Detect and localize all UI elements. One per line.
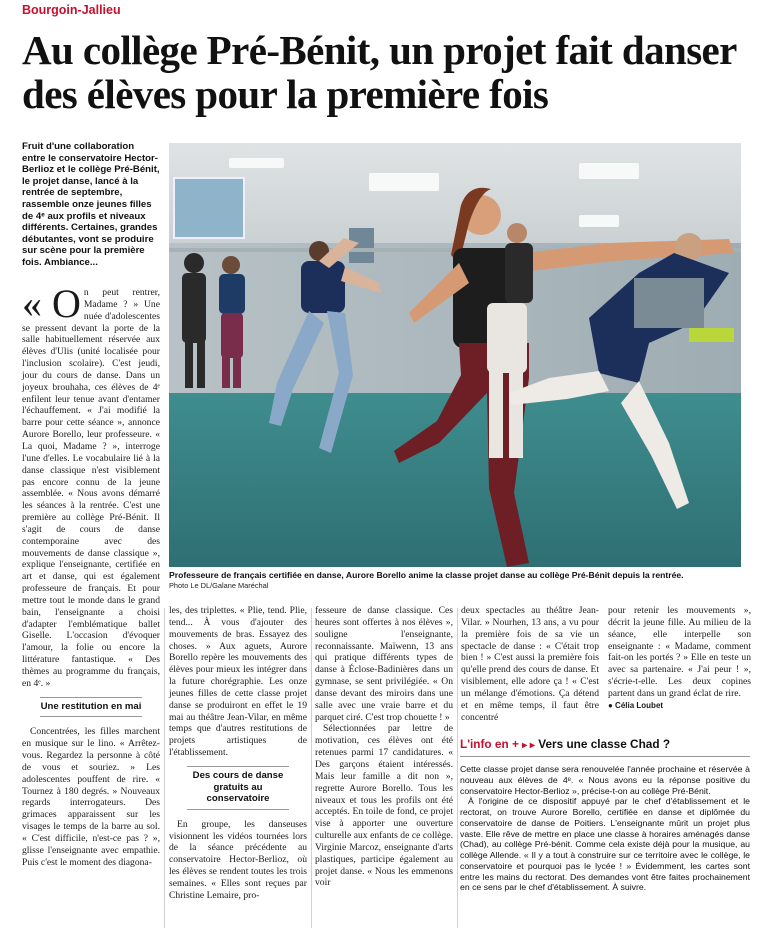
column-rule <box>311 608 312 928</box>
info-paragraph-2: À l'origine de ce dispositif appuyé par le chef d'établissement et le rectorat, on trouve Aurore Borello, certifiée en danse et diplômée du conservatoire de danse de Poitiers. L'enseignante mûrit un projet plus vaste. Elle rêve de mettre en place une classe à horaires aménagés danse (Chad), au collège Pré-bénit. Comme cela existe déjà pour la musique, au collège Allende. « Il y a tout à construire sur ce territoire avec le collège, le conservatoire et pourquoi pas le lycée ! » Évidemment, les cartes sont entre les mains du rectorat. Des demandes vont être faites prochainement en ce sens par le chef d'établissement. À suivre. <box>460 796 750 893</box>
section-kicker: Bourgoin-Jallieu <box>22 3 121 17</box>
column-5 <box>608 605 751 711</box>
col2-paragraph-1: les, des triplettes. « Plie, tend. Plie, tend... À vous d'ajouter des mouvements de bras. Essayez des choses. » Aux aguets, Aurore Borello repère les mouvements des élèves pour mieux les intégrer dans la future chorégraphie. Les onze jeunes filles de cette classe projet danse se produiront en effet le 19 mai au théâtre Jean-Vilar, en même temps que d'autres restitutions de projets artistiques de l'établissement. <box>169 605 307 759</box>
column-rule <box>164 608 165 928</box>
info-paragraph-1: Cette classe projet danse sera renouvelée l'année prochaine et réservée à nouveau aux élèves de 4ᵉ. « Nous avons eu la réponse positive du conservatoire Hector-Berlioz », précise-t-on au collège Pré-Bénit. <box>460 764 750 796</box>
column-rule <box>457 608 458 928</box>
col3-paragraph-1: fesseure de danse classique. Ces heures sont offertes à nos élèves », souligne l'enseignante, reconnaissante. Maïwenn, 13 ans qui pratique différents types de danse à Éclose-Badinières dans un gymnase, se sent privilégiée. « On danse devant des miroirs dans une salle avec une vraie barre et du parquet ciré. C'est trop chouette ! » <box>315 605 453 723</box>
column-4 <box>461 605 599 723</box>
col1-paragraph-1: « O n peut rentrer, Madame ? » Une nuée d'adolescentes se pressent devant la porte de la salle habituellement réservée aux élèves d'Ulis (unité localisée pour l'inclusion scolaire). C'est jeudi, jour du cours de danse. Dans un joyeux brouhaha, ces élèves de 4ᵉ enfilent leur tenue avant d'entamer l'échauffement. « J'ai modifié la barre pour cette séance », annonce Aurore Borello, leur professeure. « La quoi, Madame ? », interroge l'une d'elles. Le vocabulaire lié à la danse classique n'est visiblement pas encore connu de la jeune assemblée. « Nous avons démarré les séances à la rentrée. C'est une première au collège Pré-Bénit. Il s'agit de cours de danse contemporaine avec des mouvements de danse classique », explique l'enseignante, certifiée en art et danse, qui est également professeure de français. Et pour mettre tout le monde dans le grand bain, l'enseignante a choisi d'adapter l'emblématique ballet Giselle. L'occasion d'évoquer l'amour, la folie ou encore la littérature fantastique. « Des thèmes au programme du français, en 4ᵉ. » <box>22 281 160 689</box>
info-title: Vers une classe Chad ? <box>538 737 671 751</box>
author-signature: ● Célia Loubet <box>608 700 664 710</box>
column-2 <box>169 605 307 902</box>
col3-paragraph-2: Sélectionnées par lettre de motivation, ces élèves ont été retenues parmi 17 candidatures. « Des garçons étaient intéressés. Mais leur famille a dit non », regrette Aurore Borello. Tous les niveaux et tous les profils ont été acceptés. En toile de fond, ce projet vise à apporter une ouverture culturelle aux enfants de ce collège. Virginie Marcoz, enseignante d'arts plastiques, participe également au projet danse. « Nous les emmenons voir <box>315 723 453 889</box>
photo-credit: Photo Le DL/Galane Maréchal <box>169 580 269 590</box>
info-box <box>460 736 750 893</box>
info-box-heading <box>460 736 750 757</box>
column-1 <box>22 281 160 868</box>
arrow-icon: ▸ ▸ <box>522 740 535 751</box>
subheading-restitution: Une restitution en mai <box>40 697 142 718</box>
col5-paragraph-1: pour retenir les mouvements », décrit la jeune fille. Au milieu de la séance, elle interpelle son enseignante : « Madame, comment fait-on les portés ? » Elle en teste un avec sa partenaire. « J'ai peur ! », s'écrie-t-elle. Les deux copines partent dans un grand éclat de rire. <box>608 605 751 699</box>
caption-text: Professeure de français certifiée en danse, Aurore Borello anime la classe projet danse au collège Pré-Bénit depuis la rentrée. <box>169 570 684 580</box>
info-tag: L'info en + <box>460 737 519 751</box>
col1-paragraph-2: Concentrées, les filles marchent en musique sur le lino. « Arrêtez-vous. Regardez la personne à côté de vous et souriez. » Les adolescentes pouffent de rire. « Tournez à 180 degrés. » Nouveaux regards interrogateurs. Des grimaces apparaissent sur les visages le temps de la barre au sol. « C'est difficile, n'est-ce pas ? », glisse l'enseignante avec empathie. Puis c'est le moment des diagona- <box>22 726 160 868</box>
article-photo <box>169 143 741 567</box>
col2-paragraph-2: En groupe, les danseuses visionnent les vidéos tournées lors de la séance précédente au conservatoire Hector-Berlioz, où les élèves se rendent toutes les trois semaines. « Elles sont reçues par Christine Lemaire, pro- <box>169 818 307 901</box>
drop-cap: « O <box>22 281 81 326</box>
article-lead: Fruit d'une collaboration entre le conservatoire Hector-Berlioz et le collège Pré-Bénit, le projet danse, lancé à la rentrée de septembre, rassemble onze jeunes filles de 4ᵉ aux profils et niveaux différents. Certaines, grandes débutantes, vont se produire sur scène pour la première fois. Ambiance... <box>22 141 160 268</box>
photo-caption <box>169 570 749 591</box>
column-3 <box>315 605 453 889</box>
subheading-conservatoire: Des cours de danse gratuits au conservatoire <box>187 766 289 810</box>
col4-paragraph-1: deux spectacles au théâtre Jean-Vilar. » Nourhen, 13 ans, a vu pour la première fois de sa vie un spectacle de danse : « C'était trop bien ! » C'est aussi la première fois qu'elle prend des cours de danse. Et visiblement, elle adore ça ! « C'est un mélange d'émotions. Ça détend et en même temps, il faut être concentré <box>461 605 599 723</box>
info-box-body <box>460 764 750 893</box>
headline: Au collège Pré-Bénit, un projet fait danser des élèves pour la première fois <box>22 27 737 117</box>
